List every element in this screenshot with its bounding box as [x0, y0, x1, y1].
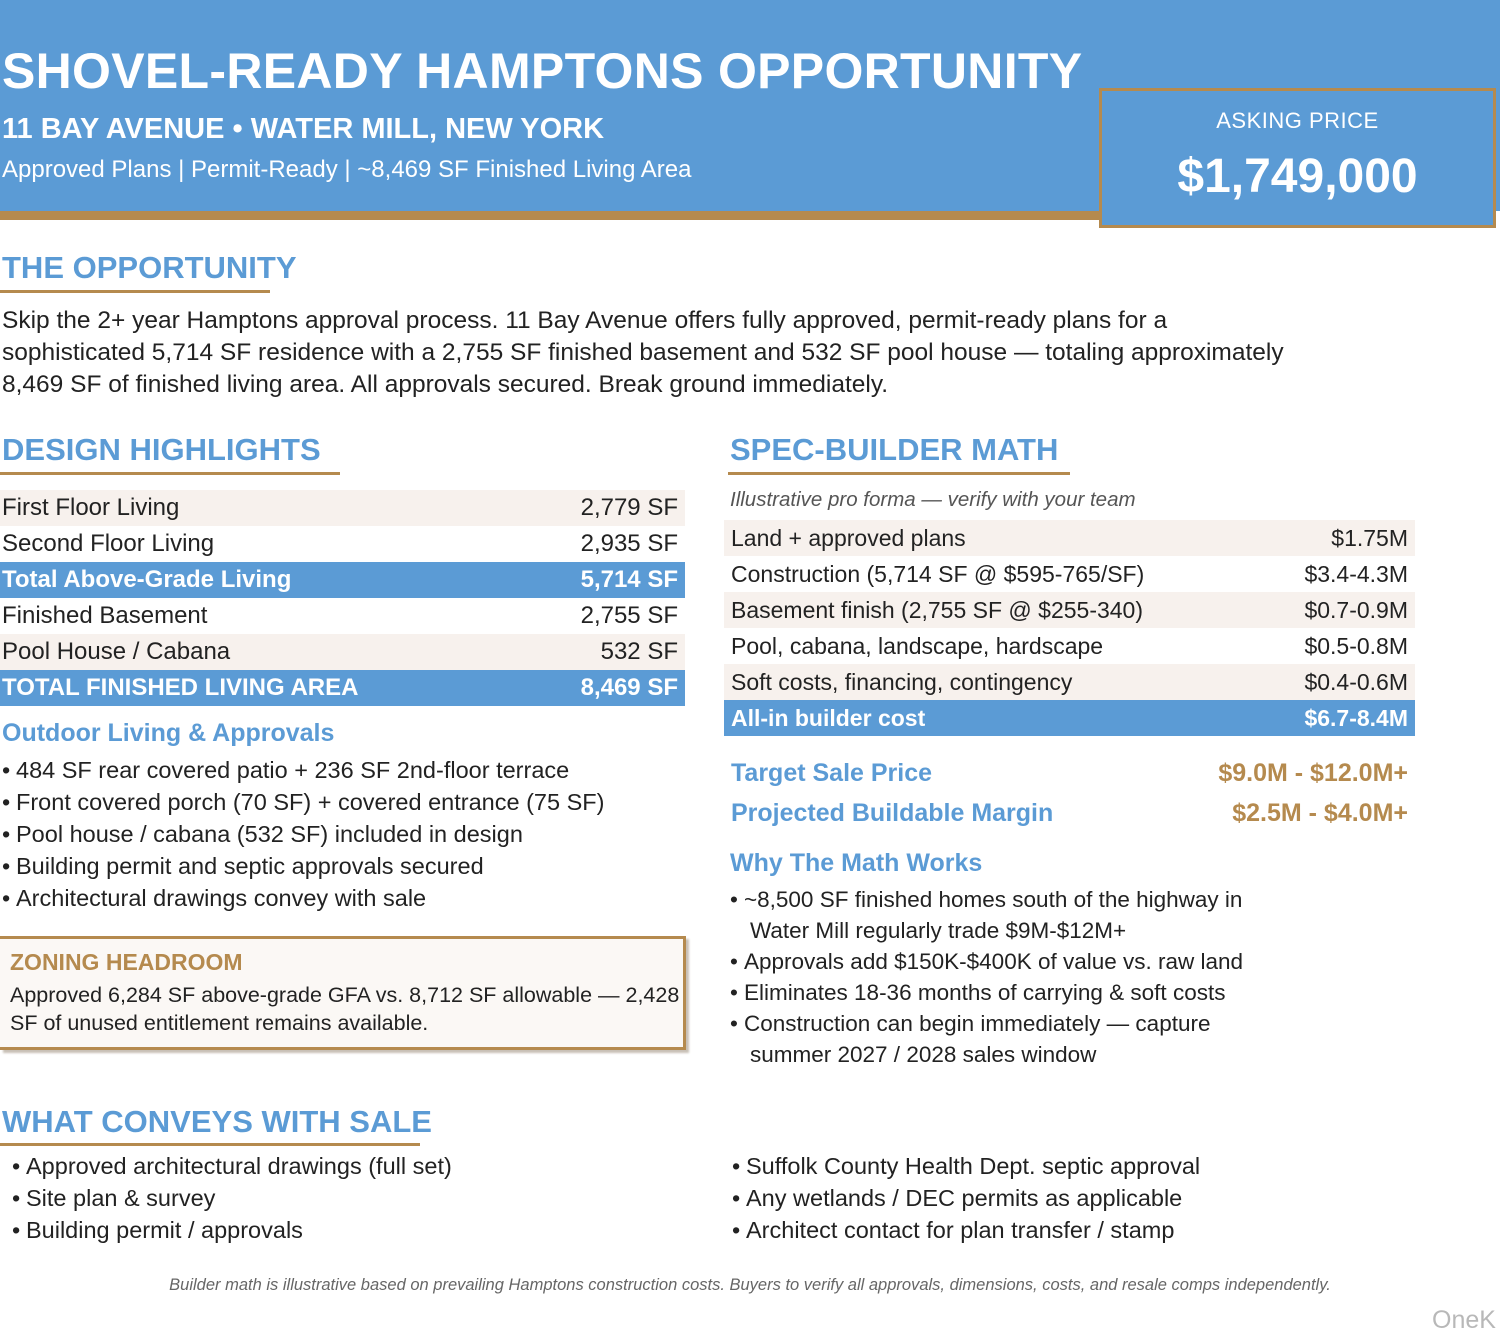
row-value: 8,469 SF: [580, 674, 678, 701]
row-label: Pool, cabana, landscape, hardscape: [731, 633, 1104, 659]
conveys-right-list: [732, 1150, 1200, 1246]
zoning-text: Approved 6,284 SF above-grade GFA vs. 8,712 SF allowable — 2,428 SF of unused entitlement remains available.: [10, 983, 680, 1035]
disclaimer-footnote: Builder math is illustrative based on prevailing Hamptons construction costs. Buyers to verify all approvals, dimensions, costs, and resale comps independently.: [169, 1276, 1331, 1294]
row-value: $0.5-0.8M: [1304, 633, 1408, 659]
row-label: Finished Basement: [2, 602, 208, 629]
opportunity-heading: THE OPPORTUNITY: [2, 250, 297, 285]
target-sale-price: [730, 759, 1410, 793]
row-label: Total Above-Grade Living: [2, 566, 292, 593]
opportunity-rule: [0, 290, 270, 293]
outdoor-list: [2, 754, 604, 914]
list-item: • Eliminates 18-36 months of carrying & soft costs: [730, 980, 1226, 1005]
row-label: Construction (5,714 SF @ $595-765/SF): [731, 561, 1145, 587]
math-row-pool: [724, 628, 1415, 664]
list-item: summer 2027 / 2028 sales window: [750, 1042, 1097, 1067]
zoning-title: ZONING HEADROOM: [10, 949, 243, 975]
row-label: TOTAL FINISHED LIVING AREA: [2, 674, 359, 701]
row-label: Second Floor Living: [2, 530, 215, 557]
math-row-soft-costs: [724, 664, 1415, 700]
tagline: Approved Plans | Permit-Ready | ~8,469 SF Finished Living Area: [2, 156, 692, 183]
design-row-second-floor: [0, 526, 685, 562]
list-item: Water Mill regularly trade $9M-$12M+: [750, 918, 1127, 943]
math-row-all-in: [724, 700, 1415, 736]
asking-price-label: ASKING PRICE: [1216, 108, 1379, 133]
row-label: Pool House / Cabana: [2, 638, 231, 665]
math-rule: [728, 472, 1070, 475]
asking-price-value: $1,749,000: [1177, 150, 1418, 203]
math-row-land: [724, 520, 1415, 556]
conveys-heading: WHAT CONVEYS WITH SALE: [2, 1104, 432, 1139]
row-value: $0.7-0.9M: [1304, 597, 1408, 623]
design-row-pool-house: [0, 634, 685, 670]
row-label: Land + approved plans: [731, 525, 966, 551]
address-subtitle: 11 BAY AVENUE • WATER MILL, NEW YORK: [2, 113, 605, 145]
page-title: SHOVEL-READY HAMPTONS OPPORTUNITY: [2, 43, 1083, 99]
conveys-rule: [0, 1143, 420, 1146]
kpi-label: Projected Buildable Margin: [731, 799, 1054, 827]
row-value: $3.4-4.3M: [1304, 561, 1408, 587]
row-value: 2,779 SF: [580, 494, 678, 521]
design-rule: [0, 472, 340, 475]
row-label: Basement finish (2,755 SF @ $255-340): [731, 597, 1144, 623]
row-value: 2,755 SF: [580, 602, 678, 629]
list-item: • ~8,500 SF finished homes south of the highway in: [730, 887, 1243, 912]
list-item: • Pool house / cabana (532 SF) included in design: [2, 821, 523, 847]
header-rule: [0, 211, 1100, 220]
list-item: • Site plan & survey: [12, 1185, 216, 1211]
row-value: 2,935 SF: [580, 530, 678, 557]
list-item: • Building permit / approvals: [12, 1217, 303, 1243]
kpi-value: $2.5M - $4.0M+: [1232, 799, 1408, 827]
row-value: 532 SF: [600, 638, 678, 665]
design-row-total-finished: [0, 670, 685, 706]
design-heading: DESIGN HIGHLIGHTS: [2, 432, 321, 467]
math-note: Illustrative pro forma — verify with your team: [730, 488, 1136, 511]
projected-margin: [730, 799, 1410, 833]
why-list: [730, 884, 1243, 1070]
conveys-left-list: [12, 1150, 452, 1246]
kpi-value: $9.0M - $12.0M+: [1218, 759, 1408, 787]
math-heading: SPEC-BUILDER MATH: [730, 432, 1059, 467]
list-item: • Any wetlands / DEC permits as applicable: [732, 1185, 1183, 1211]
list-item: • Approvals add $150K-$400K of value vs. raw land: [730, 949, 1244, 974]
list-item: • 484 SF rear covered patio + 236 SF 2nd-floor terrace: [2, 757, 570, 783]
watermark: OneK: [1432, 1306, 1496, 1334]
row-value: $6.7-8.4M: [1304, 705, 1408, 731]
row-label: Soft costs, financing, contingency: [731, 669, 1073, 695]
why-heading: Why The Math Works: [730, 849, 983, 877]
list-item: • Suffolk County Health Dept. septic approval: [732, 1153, 1201, 1179]
list-item: • Architect contact for plan transfer / stamp: [732, 1217, 1175, 1243]
row-label: First Floor Living: [2, 494, 180, 521]
row-value: $0.4-0.6M: [1304, 669, 1408, 695]
row-value: 5,714 SF: [580, 566, 678, 593]
list-item: • Front covered porch (70 SF) + covered entrance (75 SF): [2, 789, 605, 815]
list-item: • Construction can begin immediately — capture: [730, 1011, 1211, 1036]
math-row-construction: [724, 556, 1415, 592]
design-row-total-above-grade: [0, 562, 685, 598]
asking-price-box: [1099, 88, 1496, 228]
design-row-first-floor: [0, 490, 685, 526]
math-row-basement: [724, 592, 1415, 628]
list-item: • Building permit and septic approvals secured: [2, 853, 484, 879]
list-item: • Approved architectural drawings (full set): [12, 1153, 452, 1179]
row-label: All-in builder cost: [731, 705, 926, 731]
kpi-label: Target Sale Price: [731, 759, 933, 787]
row-value: $1.75M: [1331, 525, 1408, 551]
opportunity-text: Skip the 2+ year Hamptons approval process. 11 Bay Avenue offers fully approved, permit-ready plans for a sophisticated 5,714 SF residence with a 2,755 SF finished basement and 532 SF pool house — totaling approximately 8,469 SF of finished living area. All approvals secured. Break ground immediately.: [2, 307, 1284, 398]
design-row-basement: [0, 598, 685, 634]
zoning-callout: [0, 936, 686, 1050]
list-item: • Architectural drawings convey with sale: [2, 885, 427, 911]
outdoor-heading: Outdoor Living & Approvals: [2, 719, 335, 747]
